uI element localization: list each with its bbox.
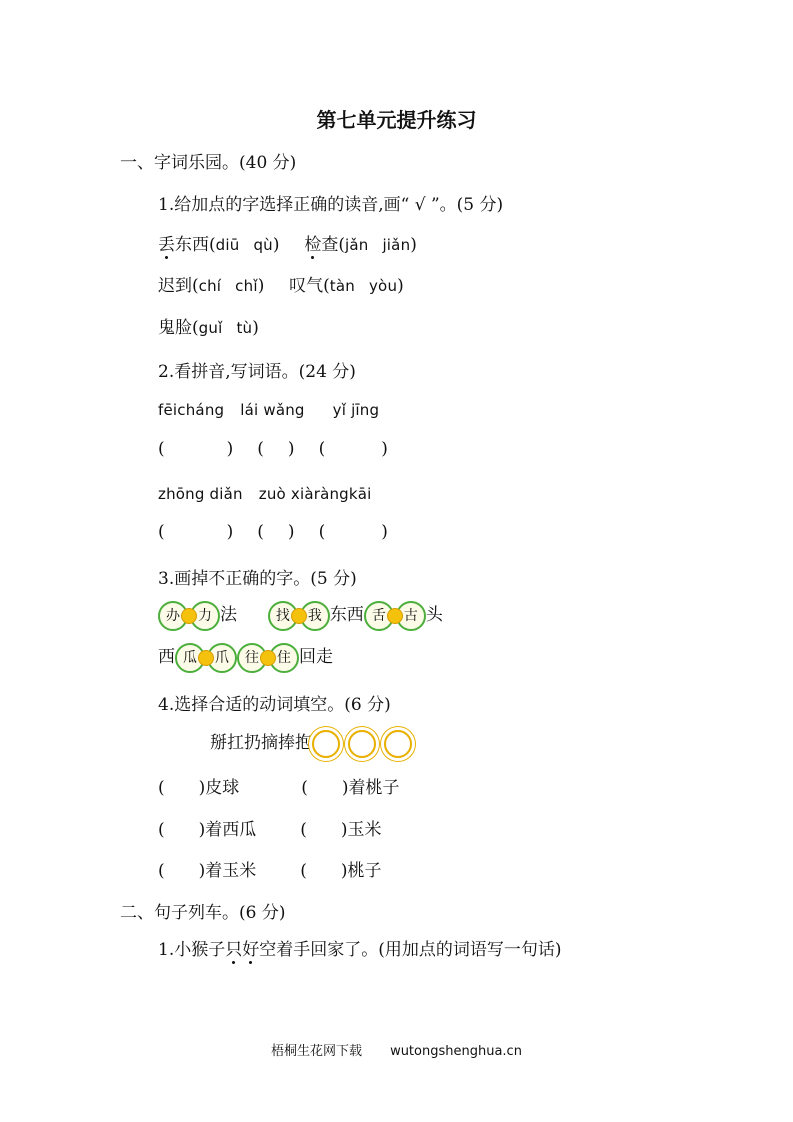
word-text: 法 [220,605,237,625]
word-text: 鬼脸( [158,318,199,338]
q4-row-1 [158,773,400,798]
q3-row-1 [158,600,443,631]
answer-blank[interactable]: ( ) [257,439,295,459]
question-4-prompt: 4.选择合适的动词填空。(6 分) [158,695,391,715]
bird-icon [292,609,306,623]
answer-row-2 [158,522,388,542]
answer-row-1 [158,439,388,459]
word-text: 回走 [299,647,333,667]
sun-decoration-icon [312,730,340,758]
answer-blank[interactable]: ( ) [257,522,295,542]
char-choice-circle[interactable]: 住 [269,643,299,673]
fill-item[interactable]: ( )着玉米 [158,861,257,881]
word-text: 查( [321,235,345,255]
word-text: 检 [304,230,321,255]
q1-row-3 [158,313,259,338]
section-heading-1: 一、字词乐园。(40 分) [120,153,297,173]
char-choice-circle[interactable]: 力 [190,601,220,631]
answer-blank[interactable]: ( ) [318,522,388,542]
pinyin-option[interactable]: chí [198,277,222,295]
question-2-prompt: 2.看拼音,写词语。(24 分) [158,362,356,382]
pinyin-word: yǐ jīng [332,401,380,419]
footer-url[interactable]: wutongshenghua.cn [390,1044,522,1059]
q4-row-2 [158,815,382,840]
fill-item[interactable]: ( )着西瓜 [158,820,257,840]
paren-close: ) [397,276,404,296]
pinyin-row-1 [158,401,379,419]
char-choice-circle[interactable]: 古 [396,601,426,631]
bird-icon [199,651,213,665]
word-bank-text: 掰扛扔摘捧抱 [210,733,312,753]
sentence-text: 空着手回家了。(用加点的词语写一句话) [259,940,562,960]
q3-row-2 [158,642,333,673]
sentence-text: 1.小猴子 [158,940,226,960]
word-bank [210,728,420,758]
answer-blank[interactable]: ( ) [158,522,234,542]
pinyin-option[interactable]: qù [253,236,273,254]
pinyin-row-2 [158,485,372,503]
char-choice-circle[interactable]: 爪 [207,643,237,673]
word-text: 西 [158,647,175,667]
word-text: 头 [425,605,443,625]
fill-item[interactable]: ( )皮球 [158,778,240,798]
sun-decoration-icon [384,730,412,758]
word-text: 叹气( [289,276,330,296]
pinyin-option[interactable]: jǎn [344,236,369,254]
pinyin-option[interactable]: jiǎn [382,236,411,254]
paren-close: ) [252,318,259,338]
pinyin-option[interactable]: chǐ [235,277,258,295]
section2-question-1 [158,935,562,960]
paren-close: ) [272,235,280,255]
paren-close: ) [410,235,417,255]
answer-blank[interactable]: ( ) [318,439,388,459]
answer-blank[interactable]: ( ) [158,439,234,459]
pinyin-option[interactable]: diū [215,236,240,254]
bird-icon [182,609,196,623]
fill-item[interactable]: ( )着桃子 [301,778,400,798]
char-choice-circle[interactable]: 办 [158,601,188,631]
char-choice-circle[interactable]: 瓜 [175,643,205,673]
q1-row-1 [158,230,417,255]
dotted-char: 只 [225,935,242,960]
pinyin-word: fēicháng [158,401,225,419]
fill-item[interactable]: ( )桃子 [300,861,382,881]
sun-decoration-icon [348,730,376,758]
pinyin-word: lái wǎng [240,401,305,419]
dotted-char: 丢 [158,230,175,255]
question-3-prompt: 3.画掉不正确的字。(5 分) [158,569,357,589]
char-choice-circle[interactable]: 往 [237,643,267,673]
bird-icon [261,651,275,665]
char-choice-circle[interactable]: 舌 [364,601,394,631]
char-choice-circle[interactable]: 找 [268,601,298,631]
word-text: 东西( [175,235,216,255]
pinyin-word: zuò xiàràngkāi [258,485,372,503]
page-title: 第七单元提升练习 [316,108,477,132]
pinyin-option[interactable]: yòu [368,277,398,295]
word-text: 东西 [329,605,364,625]
pinyin-option[interactable]: guǐ [198,319,223,337]
fill-item[interactable]: ( )玉米 [300,820,382,840]
bird-icon [388,609,402,623]
q4-row-3 [158,856,382,881]
question-1-prompt: 1.给加点的字选择正确的读音,画“ √ ”。(5 分) [158,195,504,215]
section-heading-2: 二、句子列车。(6 分) [120,903,286,923]
q1-row-2 [158,271,404,296]
char-choice-circle[interactable]: 我 [300,601,330,631]
pinyin-word: zhōng diǎn [158,485,243,503]
footer-site-name: 梧桐生花网下载 [271,1044,363,1059]
word-text: 迟到( [158,276,199,296]
pinyin-option[interactable]: tàn [329,277,355,295]
paren-close: ) [257,276,265,296]
page-footer [0,1040,793,1059]
pinyin-option[interactable]: tù [236,319,253,337]
dotted-char: 好 [242,935,259,960]
